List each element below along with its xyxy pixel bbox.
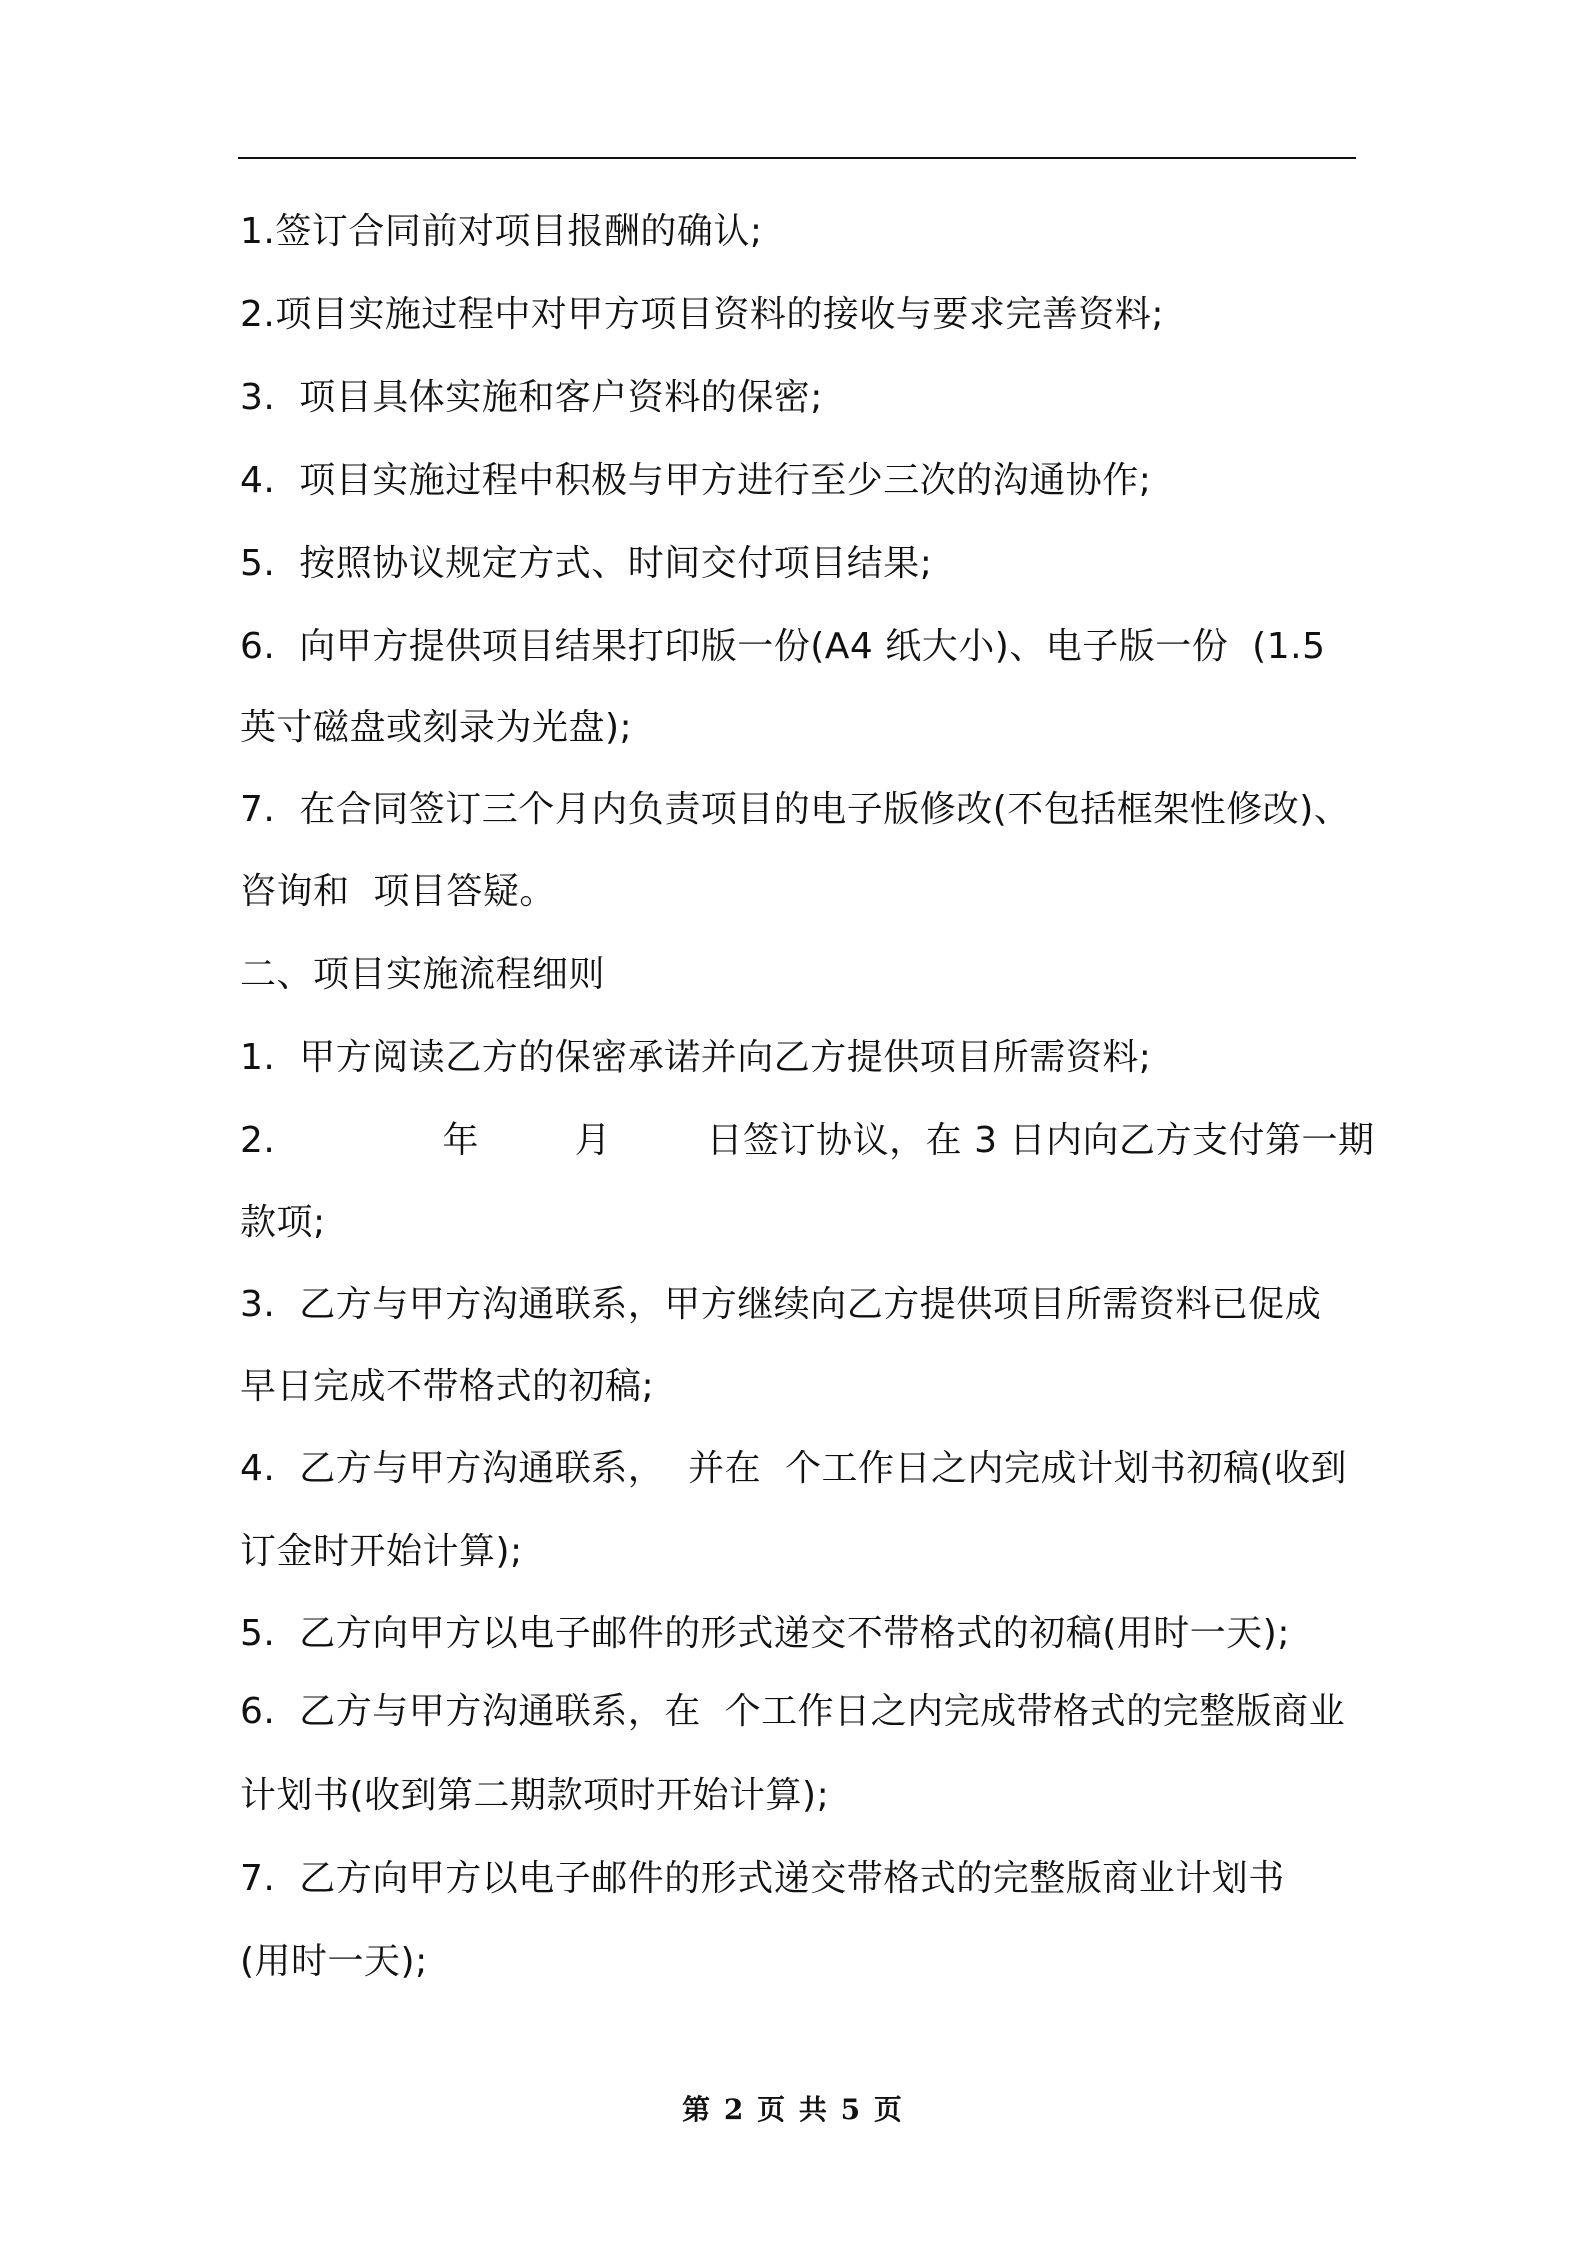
text-line: 英寸磁盘或刻录为光盘);	[240, 707, 633, 748]
page-footer: 第 2 页 共 5 页	[682, 2093, 904, 2126]
text-line: 7. 在合同签订三个月内负责项目的电子版修改(不包括框架性修改)、	[240, 789, 1351, 830]
text-line: 早日完成不带格式的初稿;	[240, 1366, 655, 1407]
text-line: 款项;	[240, 1202, 326, 1243]
text-line: 5. 乙方向甲方以电子邮件的形式递交不带格式的初稿(用时一天);	[240, 1613, 1290, 1654]
section-heading: 二、项目实施流程细则	[240, 954, 606, 995]
text-line: 1.签订合同前对项目报酬的确认;	[240, 211, 763, 252]
text-line: 3. 项目具体实施和客户资料的保密;	[240, 377, 823, 418]
text-line: 4. 项目实施过程中积极与甲方进行至少三次的沟通协作;	[240, 460, 1152, 501]
text-line: 咨询和 项目答疑。	[240, 871, 556, 912]
text-line: (用时一天);	[240, 1941, 428, 1982]
text-line: 5. 按照协议规定方式、时间交付项目结果;	[240, 543, 933, 584]
text-line: 3. 乙方与甲方沟通联系，甲方继续向乙方提供项目所需资料已促成	[240, 1284, 1322, 1325]
text-line: 订金时开始计算);	[240, 1531, 523, 1572]
text-line: 6. 乙方与甲方沟通联系，在 个工作日之内完成带格式的完整版商业	[240, 1691, 1346, 1732]
text-line: 4. 乙方与甲方沟通联系， 并在 个工作日之内完成计划书初稿(收到	[240, 1448, 1348, 1489]
text-line: 6. 向甲方提供项目结果打印版一份(A4 纸大小)、电子版一份 (1.5	[240, 626, 1326, 667]
text-line: 2. 年 月 日签订协议，在 3 日内向乙方支付第一期	[240, 1120, 1375, 1161]
text-line: 1. 甲方阅读乙方的保密承诺并向乙方提供项目所需资料;	[240, 1037, 1152, 1078]
text-line: 计划书(收到第二期款项时开始计算);	[240, 1775, 830, 1816]
header-rule	[238, 157, 1356, 159]
text-line: 2.项目实施过程中对甲方项目资料的接收与要求完善资料;	[240, 294, 1164, 335]
text-line: 7. 乙方向甲方以电子邮件的形式递交带格式的完整版商业计划书	[240, 1858, 1285, 1899]
